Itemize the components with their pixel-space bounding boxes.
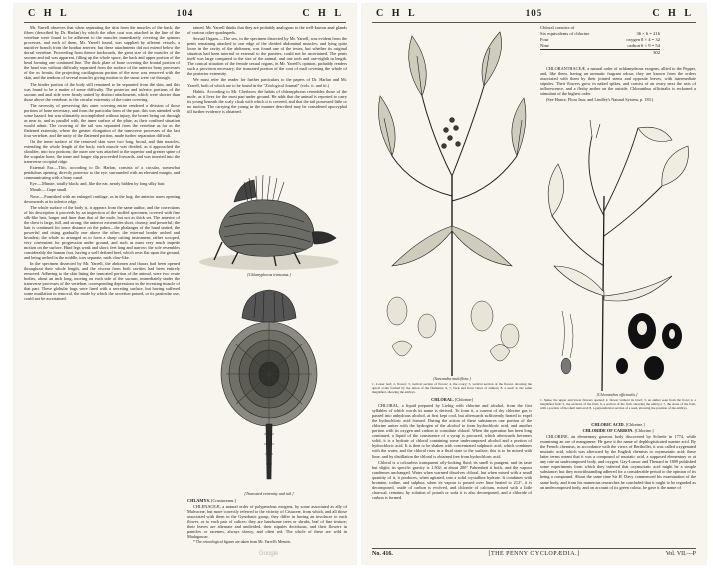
paragraph: On the inner surface of the removed skin were two long, broad, and thin muscles, extending the whole length of the back; each muscle was divided, as it approached the shoulder, into two portions; the outer one was attached to the superior and greater spine of the scapular bone, the inner and longer slip proceeded forwards, and was inserted into the transverse occipital ridge.: [24, 139, 180, 165]
paragraph: The whole surface of the body is, it appears from the same author, and the corrections of his description it proceeds by an inspection of the stuffed specimen, covered with fine silk-like hair, longer and finer than that of the mole, but not as thick set. The anterior of the chest is large, full, and strong; the anterior extremities short, clumsy, and powerful; the hair is continued for some distance on the palms—the phalanges of the hand united; the powerful and rising gradually one above the other; the external border arched and broadest; the whole so arranged as to form a sharp cutting instrument, rather scooped, very convenient for progression under ground, and such as must very much impede motion on the surface. Hind legs weak and short; feet long and narrow; the sole resembles considerably the human foot, having a well defined heel, which rests flat upon the ground, and being arched in the middle, toes separate, nails claw-like.: [24, 204, 180, 261]
formula-row: Six equivalents of chlorine 36 × 6 = 216: [540, 31, 660, 36]
footnote: * The cetacological figures are taken from Mr. Yarrell's Memoir.: [193, 540, 291, 545]
figure-caption: [Truncated extremity and tail.]: [244, 491, 294, 496]
head-rule: [372, 22, 696, 23]
page-footer: [372, 548, 696, 560]
figure-legend: 1. Lower leaf; 2, flower; 3, vertical section of flower; 4, the ovary; 5, vertical section of the flower, showing the apical ovule formed by the union of the filaments; 6, 7, back and front views of anthers; 8, a seed; 9, the same magnified, showing the embryo.: [372, 382, 532, 394]
chloranthus-engraving: [542, 116, 692, 391]
paragraph: External Ear.—This, according to Dr. Harlan, consists of a circular, somewhat pendulous opening, directly posterior to the eye, surrounded with an elevated margin, and communicating with a bony canal.: [24, 165, 180, 181]
text-column-2-bottom: [187, 498, 347, 550]
paragraph: CHLENACEÆ, a natural order of polypetalous exogens, by some associated as ally of Malvaceæ, but more correctly referred to the vicinity of Cistaceæ, from which, and all those associated with them in the Gynobasic group, they differ in having an involucre to each flower, or to each pair of calices: they are handsome trees or shrubs, leaf of fine texture; their leaves are alternate and undivided, their stipules deciduous, and their flowers in panicles or racemes, always showy, and often red. The whole of these are wild in Madagascar.: [187, 504, 347, 540]
entry-heading: CHLORIC ACID.: [591, 422, 625, 427]
running-head-right: C H L: [302, 8, 344, 19]
running-head: [14, 8, 356, 22]
running-head: [362, 8, 706, 22]
formula-row: Nine carbon 6 × 9 = 54: [540, 43, 660, 48]
chlorine-article: [540, 422, 696, 550]
chloral-article: [372, 397, 532, 550]
paragraph: Eye.—Minute, totally black; and, like the ear, nearly hidden by long silky hair.: [30, 181, 166, 187]
paragraph: Habits. According to Mr. Chesbrow the habits of chlamyphorus resembles those of the mole, as it lives for the most part under ground. He adds that the animal is reported to carry its young beneath the scaly cloak with which it is covered, and that the tail possessed little or no motion. The carrying the young in the manner described may be considered apocryphal till further evidence is obtained.: [187, 88, 347, 114]
volume-label: Vol. VII.—P: [665, 551, 696, 557]
paragraph: Nose.—Furnished with an enlarged cartilage, as in the hog; the anterior nares opening downwards at its inferior edge.: [24, 193, 180, 204]
paragraph: In the specimen dissected by Mr. Yarrell, the abdomen and thorax had been opened throughout their whole length, and the viscera from both cavities had been entirely removed. Adhering to the skin lining the truncated portion of the animal, were two ovate bodies, about an inch long, moving on each side of the sacrum, immediately under the transverse processes of the vertebræ, corresponding depressions in the investing muscle of that part. These globular bags were lined with a secreting surface, but having suffered some mutilation in removal, the mode by which the secretion passed, or its particular use, could not be ascertained.: [24, 261, 180, 302]
paragraph: We must refer the reader for further particulars to the papers of Dr. Harlan and Mr. Yarrell, both of which are to be found in the "Zoological Journal" (vols. ii. and iii.): [187, 77, 347, 88]
paragraph: CHLORAL, a liquid prepared by Liebig with chlorine and alcohol, from the first syllables of which words its name is derived. To form it, a current of dry chlorine gas is passed into anhydrous alcohol, at first kept cool, but afterwards sufficiently heated to expel the hydrochloric acid formed. During the action of these substances one portion of the chlorine unites with the hydrogen of the alcohol to form hydrochloric acid, and another portion with its oxygen and carbon to constitute chloral. When the operation has been long continued, a liquid of the consistence of a syrup is procured, which afterwards becomes solid; it is a hydrate of chloral containing some undecomposed alcohol and a portion of hydrochloric acid. It is then to be shaken with concentrated sulphuric acid, which combines with the water, and the chloral rises in a fluid state to the surface; this is to be mixed with lime, and by distillation the chloral is obtained free from hydrochloric acid.: [372, 403, 532, 459]
google-watermark: Google: [259, 551, 279, 557]
issue-number: No. 416.: [372, 551, 393, 557]
running-head-left: C H L: [376, 8, 418, 19]
entry-crossref: [Chlorine.]: [634, 428, 654, 434]
running-head-left: C H L: [28, 8, 70, 19]
entry-heading: CHLAMYS.: [187, 498, 211, 503]
figure-caption: [Chlamyphorus truncatus.]: [247, 272, 291, 277]
reference: (See Hance, Flora Jaur, and Lindley's Natural System, p. 183.): [546, 97, 654, 103]
text-column-2-top: [187, 25, 347, 167]
paragraph: The hinder portion of the body still remained to be separated from the skin, and this was found to be a matter of some difficulty. The posterior and inferior portions of the sacrum and anal side were firmly united by distinct attachments, which were shorter than those above the vertebræ, to the circular extremity of the outer covering.: [24, 81, 180, 102]
entry-crossref: [Crustaceans.]: [211, 498, 236, 503]
paragraph: Chloral is a colourless transparent oily-looking fluid; its smell is pungent, and its taste but slight; its specific gravity is 1.502; at about 200° Fahrenheit it boils, and the vapour condenses unchanged. Water when warmed dissolves chloral, but when mixed with a small quantity of it, it produces, when agitated, into a solid crystalline hydrate. It combines with bromine, iodine, and sulphur; when its vapour is passed over lime heated to 212°, it is decomposed, oxide of carbon is evolved, and chloride of calcium, mixed with a little charcoal, remains; by solution of potash or soda it is also decomposed, and a chloride of carbon is formed.: [372, 459, 532, 500]
formula-total: 302: [540, 49, 660, 56]
paragraph: CHLORINE, an elementary gaseous body discovered by Scheele in 1774, while examining an ore of manganese. He gave it the name of dephlogisticated marine acid. By the French chemists, in accordance with the views of Berthollet, it was called oxygenated muriatic acid, which was afterward by the English chemists to oxymuriatic acid; these latter terms meant that it was a compound of muriatic acid, a supposed elementary or at any rate an undecomposed body, and oxygen. Gay-Lussac and Thenard in 1809 published some experiments from which they inferred that oxymuriatic acid might be a simple substance; but they notwithstanding adhered for a considerable period to the opinion of its being a compound. About the same time Sir H. Davy commenced his examination of the same body, and from his numerous researches he concluded that it ought to be regarded as an undecomposed body, and on account of its green colour, he gave it the name of: [540, 434, 696, 490]
page-105: [362, 4, 706, 564]
running-head-right: C H L: [652, 8, 694, 19]
entry-heading: CHLORIDE OF CARBON.: [582, 428, 634, 434]
entry-crossref: [Chlorine]: [454, 397, 473, 402]
figure-caption: [Sarcandra multiflora.]: [433, 376, 471, 381]
page-104: [14, 4, 356, 564]
head-rule: [24, 22, 346, 23]
paragraph: The necessity of preserving this outer covering entire rendered a division of those portions of bone necessary, and from the particular form of the part, this was attended with some hazard, but was ultimately accomplished without injury, the bones being cut through as near to, and as parallel with, the inner surface of the plate, as their confined situation would admit. The covering of the tail was separated from the vertebræ as far as the flattened extremity, where the greater elongation of the transverse processes of the last four vertebræ, and the unity of the flattened portion, made further separation difficult.: [24, 102, 180, 138]
formula-row: Four oxygen 8 × 4 = 32: [540, 37, 660, 42]
page-number: 105: [525, 8, 543, 18]
sarcandra-engraving: [372, 26, 532, 376]
formula-title: Chloral consists of: [540, 25, 575, 30]
paragraph: tained. Mr. Yarrell thinks that they are probably analogous to the well-known anal glands of various other quadrupeds.: [187, 25, 347, 36]
chlamyphorus-engraving: [194, 172, 344, 272]
entry-heading: CHLORAL.: [431, 397, 454, 402]
page-number: 104: [176, 8, 194, 18]
chloranthaceae-article: [540, 66, 696, 112]
publication-title: [THE PENNY CYCLOPÆDIA.]: [488, 551, 580, 557]
paragraph: Mouth.—Gape small.: [30, 187, 68, 193]
paragraph: Sexual Organs.—The sex, in the specimen dissected by Mr. Yarrell, was evident from the penis remaining attached to one edge of the divided abdominal muscles; and lying quite loose in the cavity of the abdomen, was found one of the testes, but whether its original situation had been internal or external to the parietes, could not be ascertained. The penis itself was large compared to the size of the animal, and one inch and one-eighth in length. The conical situation of the female sexual organs, in Mr. Yarrell's opinion, probably renders such a provision necessary, the truncated portion of the coat of mail covering the whole of the posterior extremity.: [187, 36, 347, 77]
chloral-formula: [540, 25, 696, 65]
figure-legend: 1. Spike, the upper and lower flowers opened; 2, flower without its bract; 3, an anther seen from the front; 4, a magnified fruit; 5, the sections of the fruit; 6, a section of the fruit, showing the embryo; 7, the stone of the fruit, with a portion of the shell removed; 8, a perpendicular section of a seed, showing the position of the embryo.: [540, 398, 696, 410]
text-column-1: [24, 25, 180, 558]
paragraph: CHLORANTHACEÆ, a natural order of achlamydeous exogens, allied to the Pepper, and, like them, having an aromatic fragrant odour; they are known from the orders associated with them by their jointed stems and opposite leaves, with intermediate stipules. Their flowers grow in naked spikes, and consist of an ovary next the axis of inflorescence, and a fleshy anther on the outside. Chloranthus officinalis is reckoned a stimulant of the highest order.: [540, 66, 696, 97]
entry-crossref: [Chlorine.]: [625, 422, 645, 427]
truncated-extremity-engraving: [214, 284, 324, 489]
figure-caption: [Chloranthus officinalis.]: [596, 392, 638, 397]
paragraph: Mr. Yarrell observes that when separating the skin from the muscles of the back, the fibres (described by Dr. Harlan) by which the other coat was attached in the line of the vertebræ were found to be adherent to the muscles immediately covering the spinous processes, and each of them, Mr. Yarrell found, was supplied by afferent vessels, a nutritive branch from the lumbar arteries; but these attachments did not extend below the dorsal vertebræ. Proceeding from thence backwards, the great size of the muscles of the sacrum and tail was apparent, filling up the whole space, the back and upper portion of the head forming one continued line. The thick plate of bone covering the frontal portion of the head was without difficulty separated from the surface of the anterior bony processes of the os frontis, the projecting cartilaginous portion of the nose was removed with the skin, and the tendons of several muscles giving motion to the snout were cut through.: [24, 25, 180, 81]
